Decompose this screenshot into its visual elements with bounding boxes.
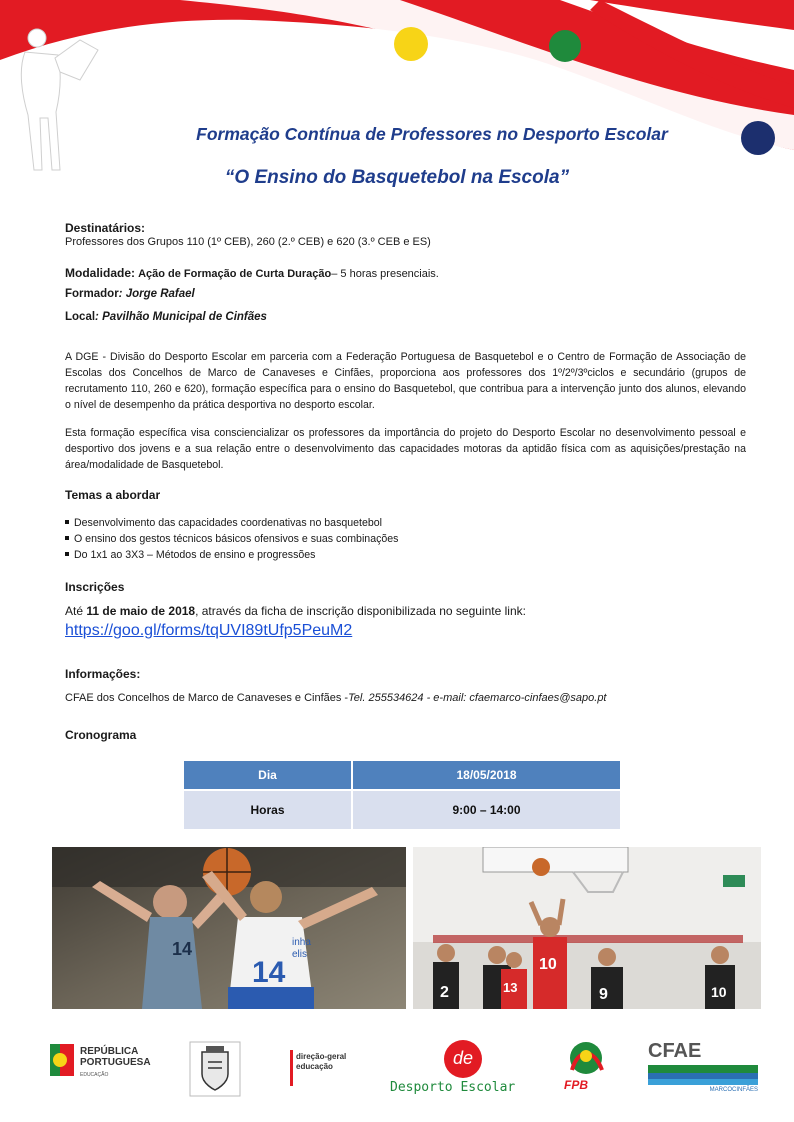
table-cell: 9:00 – 14:00 <box>353 791 620 829</box>
table-header-cell: Dia <box>184 761 351 789</box>
formador-value: : Jorge Rafael <box>118 288 195 300</box>
svg-text:9: 9 <box>599 986 608 1003</box>
girls-basketball-photo <box>52 847 406 1009</box>
republica-portuguesa-logo: REPÚBLICA PORTUGUESA EDUCAÇÃO <box>50 1040 160 1098</box>
svg-text:10: 10 <box>539 956 557 973</box>
registration-form-link[interactable]: https://goo.gl/forms/tqUVI89tUfp5PeuM2 <box>65 622 353 639</box>
svg-text:13: 13 <box>503 980 518 995</box>
boys-basketball-photo <box>413 847 761 1009</box>
fpb-logo: FPB <box>558 1040 614 1098</box>
svg-text:10: 10 <box>711 984 727 1000</box>
inscricoes-text: Até 11 de maio de 2018, através da ficha de inscrição disponibilizada no seguinte link: <box>65 604 526 618</box>
modalidade-label: Modalidade: <box>65 266 136 280</box>
temas-heading: Temas a abordar <box>65 488 161 502</box>
list-item: O ensino dos gestos técnicos básicos ofensivos e suas combinações <box>65 531 398 547</box>
list-item: Do 1x1 ao 3X3 – Métodos de ensino e progressões <box>65 547 398 563</box>
svg-text:inha: inha <box>292 937 311 948</box>
modalidade-value: Ação de Formação de Curta Duração <box>138 268 332 280</box>
temas-list <box>65 515 398 563</box>
inscricoes-heading: Inscrições <box>65 580 125 594</box>
modalidade-line <box>65 266 439 280</box>
de-mark-icon: de <box>444 1040 482 1078</box>
formador-line <box>65 288 195 300</box>
informacoes-heading: Informações: <box>65 667 141 681</box>
cronograma-heading: Cronograma <box>65 728 137 742</box>
cfae-logo: CFAE MARCOCINFÃES <box>648 1040 758 1093</box>
intro-paragraph: A DGE - Divisão do Desporto Escolar em parceria com a Federação Portuguesa de Basquetebol e o Centro de Formação de Associação de Escolas dos Concelhos de Marco de Canaveses e Cinfães, proporciona aos professores dos 1º/2º/3ºciclos e secundário (grupos de recrutamento 110, 260 e 620), formação específica para o ensino do Basquetebol, que contribua para a intervenção junto dos alunos, elevando o nível de desempenho da prática desportiva no desporto escolar. <box>65 351 746 411</box>
flag-emblem-icon <box>50 1040 76 1080</box>
list-item: Desenvolvimento das capacidades coordenativas no basquetebol <box>65 515 398 531</box>
inscricoes-deadline: 11 de maio de 2018 <box>86 604 196 618</box>
local-line <box>65 311 267 323</box>
svg-text:14: 14 <box>252 956 286 989</box>
svg-text:14: 14 <box>172 939 193 959</box>
modalidade-suffix: – 5 horas presenciais. <box>331 268 439 280</box>
table-row <box>184 791 620 829</box>
informacoes-contact <box>65 692 607 704</box>
desporto-escolar-logo: de Desporto Escolar <box>388 1040 520 1098</box>
page-subtitle: “O Ensino do Basquetebol na Escola” <box>224 167 570 188</box>
informacoes-org: CFAE dos Concelhos de Marco de Canaveses e Cinfães - <box>65 692 349 704</box>
page-title: Formação Contínua de Professores no Desporto Escolar <box>196 124 668 144</box>
dge-logo: direção-geral educação <box>290 1040 352 1098</box>
municipal-coat-of-arms-logo <box>188 1040 242 1098</box>
yellow-dot <box>394 27 428 61</box>
destinatarios-label: Destinatários: <box>65 221 146 235</box>
local-value: : Pavilhão Municipal de Cinfães <box>95 311 267 323</box>
local-label: Local <box>65 311 96 323</box>
table-cell: Horas <box>184 791 351 829</box>
cronograma-table <box>182 759 622 831</box>
svg-text:2: 2 <box>440 984 449 1001</box>
informacoes-contact-details: Tel. 255534624 - e-mail: cfaemarco-cinfaes@sapo.pt <box>348 692 607 704</box>
destinatarios-section <box>65 221 431 250</box>
table-header-cell: 18/05/2018 <box>353 761 620 789</box>
objective-paragraph: Esta formação específica visa consciencializar os professores da importância do projeto do Desporto Escolar no desenvolvimento pessoal e desportivo dos jovens e a sua relação entre o desenvolvimento das capacidades motoras da aptidão física com as aquisições/prestação na área/modalidade de Basquetebol. <box>65 427 746 471</box>
formador-label: Formador <box>65 288 119 300</box>
green-dot <box>549 30 581 62</box>
svg-text:elis: elis <box>292 949 308 960</box>
teacher-figure-icon <box>21 29 98 170</box>
table-row <box>184 761 620 789</box>
destinatarios-text: Professores dos Grupos 110 (1º CEB), 260 (2.º CEB) e 620 (3.º CEB e ES) <box>65 236 431 248</box>
